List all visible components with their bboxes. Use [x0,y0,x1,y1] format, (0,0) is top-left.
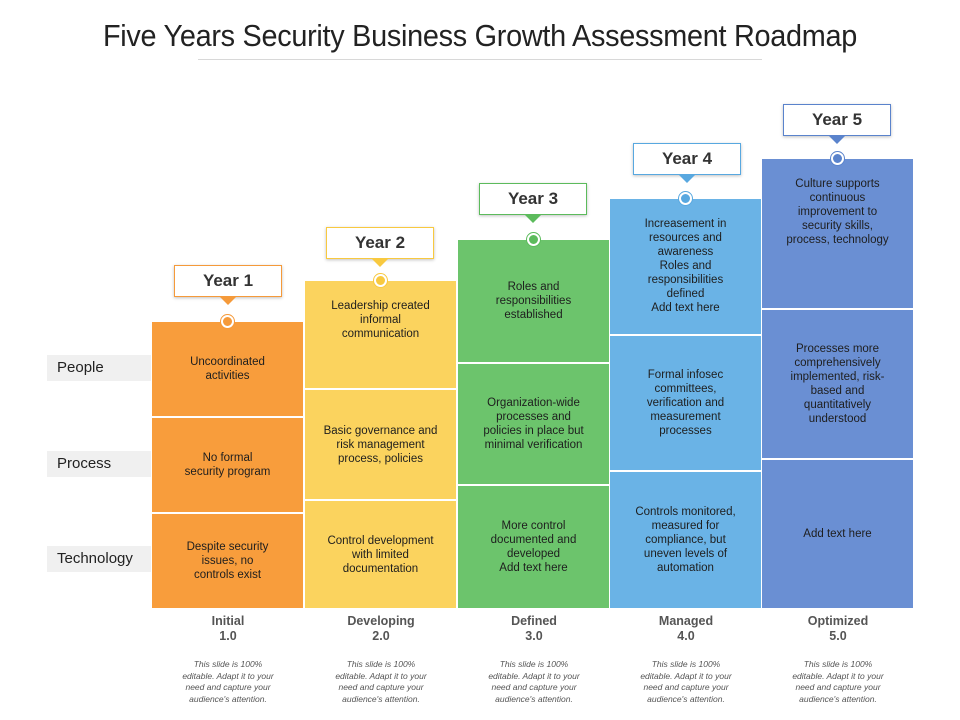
stage-label [610,614,762,644]
cell-text: Despite security issues, no controls exist [186,541,269,581]
row-label-process: Process [47,451,151,477]
year-label: Year 3 [479,183,587,215]
cell-text: Roles and responsibilities established [495,281,572,321]
technology-cell [610,472,761,608]
stage-level: 1.0 [219,629,237,643]
cell-text: Culture supports continuous improvement to security skills, process, technology [786,178,889,246]
process-cell [610,336,761,470]
people-cell [458,240,609,362]
cell-text: More control documented and developed Add text here [490,520,577,574]
stage-name: Optimized [807,614,869,628]
people-cell [305,281,456,388]
editable-note: This slide is 100% editable. Adapt it to your need and capture your audience's attention. [488,659,580,704]
timeline-dot [527,233,540,246]
year-label: Year 5 [783,104,891,136]
stage-name: Developing [347,614,415,628]
stage-level: 4.0 [677,629,695,643]
editable-note: This slide is 100% editable. Adapt it to your need and capture your audience's attention. [792,659,884,704]
row-label-people: People [47,355,151,381]
row-label-technology: Technology [47,546,151,572]
year-pointer [524,214,542,223]
roadmap-column [305,281,456,608]
roadmap-column [610,199,761,608]
roadmap-column [152,322,303,608]
cell-text: Increasement in resources and awareness Roles and responsibilities defined Add text here [644,218,727,314]
cell-text: No formal security program [184,452,271,478]
cell-text: Controls monitored, measured for compliance, but uneven levels of automation [635,506,736,574]
year-pointer [828,135,846,144]
title-divider [198,59,762,60]
year-label: Year 2 [326,227,434,259]
cell-text: Organization-wide processes and policies in place but minimal verification [483,397,584,451]
technology-cell [762,460,913,608]
editable-note: This slide is 100% editable. Adapt it to your need and capture your audience's attention. [640,659,732,704]
process-cell [305,390,456,499]
stage-label [152,614,304,644]
technology-cell [458,486,609,608]
cell-text: Control development with limited documentation [327,534,434,575]
process-cell [152,418,303,512]
cell-text: Basic governance and risk management process, policies [323,424,438,465]
process-cell [762,310,913,458]
editable-note: This slide is 100% editable. Adapt it to your need and capture your audience's attention. [182,659,274,704]
page-title: Five Years Security Business Growth Assessment Roadmap [102,18,858,53]
timeline-dot [221,315,234,328]
cell-text: Formal infosec committees, verification and measurement processes [646,369,725,437]
year-pointer [371,258,389,267]
year-pointer [678,174,696,183]
timeline-dot [679,192,692,205]
stage-label [762,614,914,644]
people-cell [610,199,761,334]
year-label: Year 4 [633,143,741,175]
roadmap-column [762,159,913,608]
cell-text: Processes more comprehensively implemented, risk- based and quantitatively understood [790,343,885,425]
stage-name: Initial [211,614,245,628]
people-cell [762,159,913,308]
stage-label [305,614,457,644]
editable-note: This slide is 100% editable. Adapt it to your need and capture your audience's attention. [335,659,427,704]
year-pointer [219,296,237,305]
stage-level: 2.0 [372,629,390,643]
cell-text: Leadership created informal communication [331,300,430,340]
process-cell [458,364,609,484]
stage-name: Defined [511,614,557,628]
stage-level: 3.0 [525,629,543,643]
technology-cell [152,514,303,608]
technology-cell [305,501,456,608]
year-label: Year 1 [174,265,282,297]
people-cell [152,322,303,416]
stage-label [458,614,610,644]
timeline-dot [831,152,844,165]
cell-text: Add text here [803,528,872,540]
roadmap-column [458,240,609,608]
timeline-dot [374,274,387,287]
stage-name: Managed [658,614,714,628]
stage-level: 5.0 [829,629,847,643]
cell-text: Uncoordinated activities [190,356,265,382]
